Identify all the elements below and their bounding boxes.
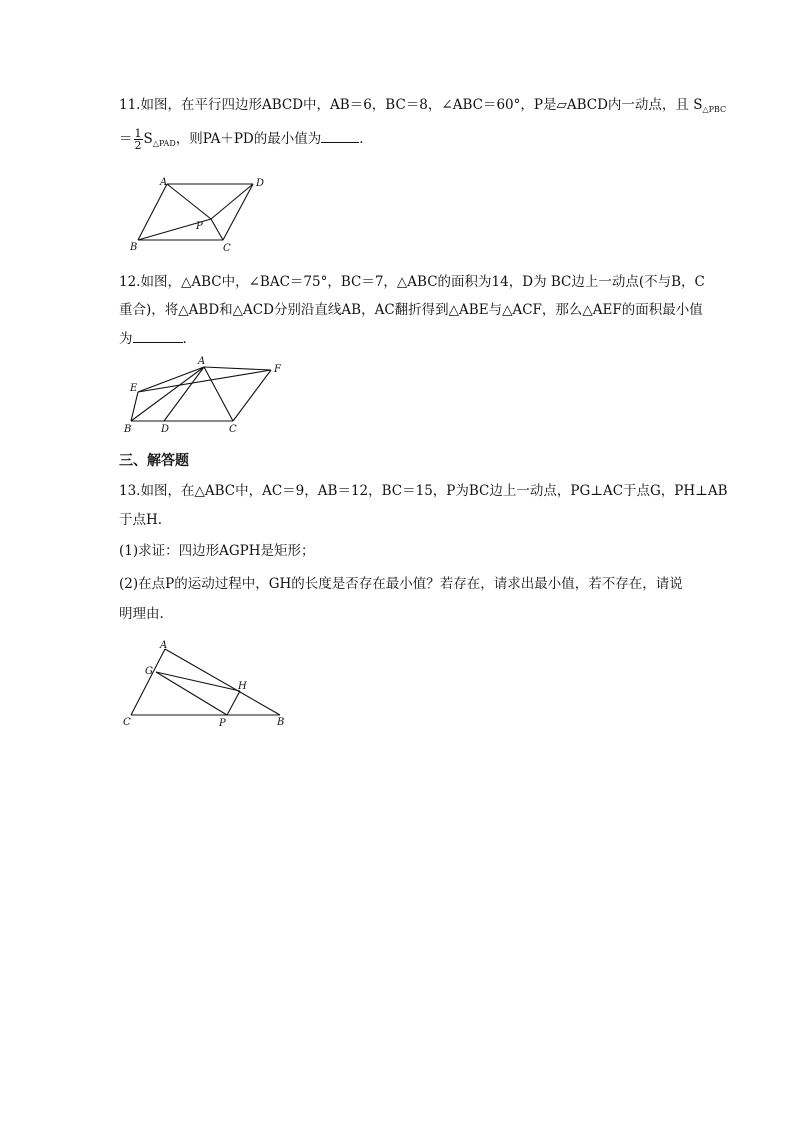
q13-segment-hp (227, 691, 240, 715)
q12-edge-cf (233, 370, 271, 421)
q13-figure (118, 636, 293, 731)
q12-line1 (119, 272, 705, 292)
q13-part2-text-1: (2)在点P的运动过程中，GH的长度是否存在最小值？若存在，请求出最小值，若不存在，请说 (119, 576, 683, 592)
q13-edge-ab (165, 649, 280, 715)
q12-label-f: F (274, 364, 281, 375)
q12-label-c: C (229, 424, 237, 435)
q11-label-c: C (223, 243, 231, 254)
q12-edge-ef (138, 370, 271, 392)
q12-period: . (182, 331, 187, 347)
q11-line2 (119, 128, 364, 154)
q13-label-h: H (238, 681, 247, 692)
q12-text-1: 12.如图，△ABC中，∠BAC＝75°，BC＝7，△ABC的面积为14，D为 BC边上一动点(不与B，C (119, 274, 705, 290)
q11-segment-pd (211, 184, 253, 219)
q11-answer-blank[interactable] (321, 128, 359, 143)
q13-label-g: G (145, 666, 153, 677)
q13-text-1: 13.如图，在△ABC中，AC＝9，AB＝12，BC＝15，P为BC边上一动点，PG⊥AC于点G，PH⊥AB (119, 483, 728, 499)
q12-label-d: D (161, 424, 170, 435)
q11-line1 (119, 95, 726, 120)
q12-figure (120, 352, 295, 437)
q11-fraction (134, 128, 143, 151)
q12-edge-af (204, 367, 271, 370)
section-heading (119, 451, 189, 471)
q12-label-b: B (124, 424, 132, 435)
q12-text-2: 重合)，将△ABD和△ACD分别沿直线AB，AC翻折得到△ABE与△ACF，那么△AEF的面积最小值 (119, 302, 703, 318)
q11-equals: ＝ (119, 131, 133, 147)
q11-frac-numerator: 1 (134, 127, 142, 140)
q12-answer-blank[interactable] (133, 328, 183, 343)
q11-edge-dc (223, 184, 253, 240)
q11-label-d: D (256, 178, 265, 189)
q12-edge-ac (204, 367, 233, 421)
q12-label-a: A (198, 356, 206, 367)
q11-label-b: B (130, 242, 138, 253)
q13-label-b: B (277, 717, 285, 728)
q13-part1-text: (1)求证：四边形AGPH是矩形； (119, 543, 315, 559)
q13-text-2: 于点H. (119, 512, 163, 528)
q13-label-p: P (219, 718, 226, 729)
q12-text-3: 为 (119, 331, 133, 347)
q13-part2-line1 (119, 574, 683, 594)
q11-frac-denominator: 2 (134, 139, 142, 152)
q13-label-a: A (160, 640, 168, 651)
q13-part1 (119, 541, 315, 561)
q11-segment-pa (167, 184, 211, 219)
q13-edge-ac (131, 649, 165, 715)
q12-label-e: E (130, 383, 138, 394)
q13-label-c: C (123, 717, 131, 728)
q12-line3 (119, 328, 187, 349)
section-title: 三、解答题 (119, 453, 189, 469)
q11-segment-pc (211, 219, 223, 240)
q13-part2-line2 (119, 604, 164, 624)
q11-subscript-pbc: △PBC (702, 105, 727, 114)
q11-edge-ab (138, 184, 167, 240)
q12-edge-ba (131, 367, 204, 421)
q11-s-symbol: S (143, 131, 153, 147)
q11-text: 11.如图，在平行四边形ABCD中，AB＝6，BC＝8，∠ABC＝60°，P是▱ABCD内一动点，且 S (119, 97, 703, 113)
q13-segment-gh (156, 672, 240, 691)
q12-line2 (119, 300, 703, 320)
q11-text-tail: ，则PA＋PD的最小值为 (175, 131, 322, 147)
q11-subscript-pad: △PAD (152, 139, 176, 148)
q11-figure (125, 170, 275, 255)
q11-label-a: A (160, 177, 168, 188)
q11-period: . (359, 131, 364, 147)
q13-part2-text-2: 明理由. (119, 606, 164, 622)
q13-line2 (119, 510, 162, 530)
q11-label-p: P (196, 221, 203, 232)
q13-line1 (119, 481, 728, 501)
